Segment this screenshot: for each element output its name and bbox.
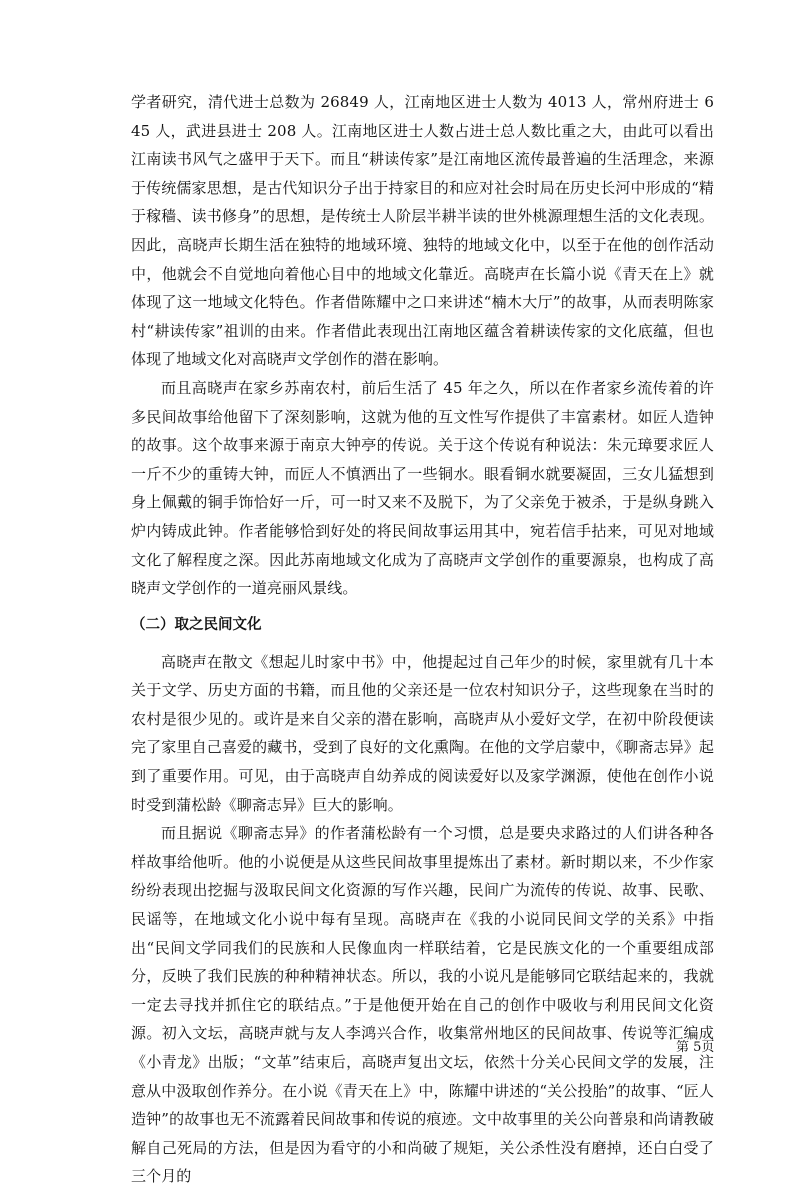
page-number: 第 5页 bbox=[676, 1040, 715, 1055]
page-body bbox=[131, 88, 714, 1191]
body-paragraph: 而且据说《聊斋志异》的作者蒲松龄有一个习惯，总是要央求路过的人们讲各种各样故事给他听。他的小说便是从这些民间故事里提炼出了素材。新时期以来，不少作家纷纷表现出挖掘与汲取民间文化资源的写作兴趣，民间广为流传的传说、故事、民歌、民谣等，在地域文化小说中每有呈现。高晓声在《我的小说同民间文学的关系》中指出“民间文学同我们的民族和人民像血肉一样联结着，它是民族文化的一个重要组成部分，反映了我们民族的种种精神状态。所以，我的小说凡是能够同它联结起来的，我就一定去寻找并抓住它的联结点。”于是他便开始在自己的创作中吸收与利用民间文化资源。初入文坛，高晓声就与友人李鸿兴合作，收集常州地区的民间故事、传说等汇编成《小青龙》出版；“文革”结束后，高晓声复出文坛，依然十分关心民间文学的发展，注意从中汲取创作养分。在小说《青天在上》中，陈耀中讲述的“关公投胎”的故事、“匠人造钟”的故事也无不流露着民间故事和传说的痕迹。文中故事里的关公向普泉和尚请教破解自己死局的方法，但是因为看守的小和尚破了规矩，关公杀性没有磨掉，还白白受了三个月的 bbox=[131, 824, 714, 1186]
body-paragraph-continued: 学者研究，清代进士总数为 26849 人，江南地区进士人数为 4013 人，常州府进士 645 人，武进县进士 208 人。江南地区进士人数占进士总人数比重之大，由此可以看出江南读书风气之盛甲于天下。而且“耕读传家”是江南地区流传最普遍的生活理念，来源于传统儒家思想，是古代知识分子出于持家目的和应对社会时局在历史长河中形成的“精于稼穑、读书修身”的思想，是传统士人阶层半耕半读的世外桃源理想生活的文化表现。因此，高晓声长期生活在独特的地域环境、独特的地域文化中，以至于在他的创作活动中，他就会不自觉地向着他心目中的地域文化靠近。高晓声在长篇小说《青天在上》就体现了这一地域文化特色。作者借陈耀中之口来讲述“楠木大厅”的故事，从而表明陈家村“耕读传家”祖训的由来。作者借此表现出江南地区蕴含着耕读传家的文化底蕴，但也体现了地域文化对高晓声文学创作的潜在影响。 bbox=[131, 93, 714, 369]
body-paragraph: 而且高晓声在家乡苏南农村，前后生活了 45 年之久，所以在作者家乡流传着的许多民间故事给他留下了深刻影响，这就为他的互文性写作提供了丰富素材。如匠人造钟的故事。这个故事来源于南京大钟亭的传说。关于这个传说有种说法：朱元璋要求匠人一斤不少的重铸大钟，而匠人不慎洒出了一些铜水。眼看铜水就要凝固，三女儿猛想到身上佩戴的铜手饰恰好一斤，可一时又来不及脱下，为了父亲免于被杀，于是纵身跳入炉内铸成此钟。作者能够恰到好处的将民间故事运用其中，宛若信手拈来，可见对地域文化了解程度之深。因此苏南地域文化成为了高晓声文学创作的重要源泉，也构成了高晓声文学创作的一道亮丽风景线。 bbox=[131, 378, 714, 598]
section-heading: （二）取之民间文化 bbox=[131, 616, 262, 633]
body-paragraph: 高晓声在散文《想起儿时家中书》中，他提起过自己年少的时候，家里就有几十本关于文学、历史方面的书籍，而且他的父亲还是一位农村知识分子，这些现象在当时的农村是很少见的。或许是来自父亲的潜在影响，高晓声从小爱好文学，在初中阶段便读完了家里自己喜爱的藏书，受到了良好的文化熏陶。在他的文学启蒙中，《聊斋志异》起到了重要作用。可见，由于高晓声自幼养成的阅读爱好以及家学渊源，使他在创作小说时受到蒲松龄《聊斋志异》巨大的影响。 bbox=[131, 652, 714, 814]
